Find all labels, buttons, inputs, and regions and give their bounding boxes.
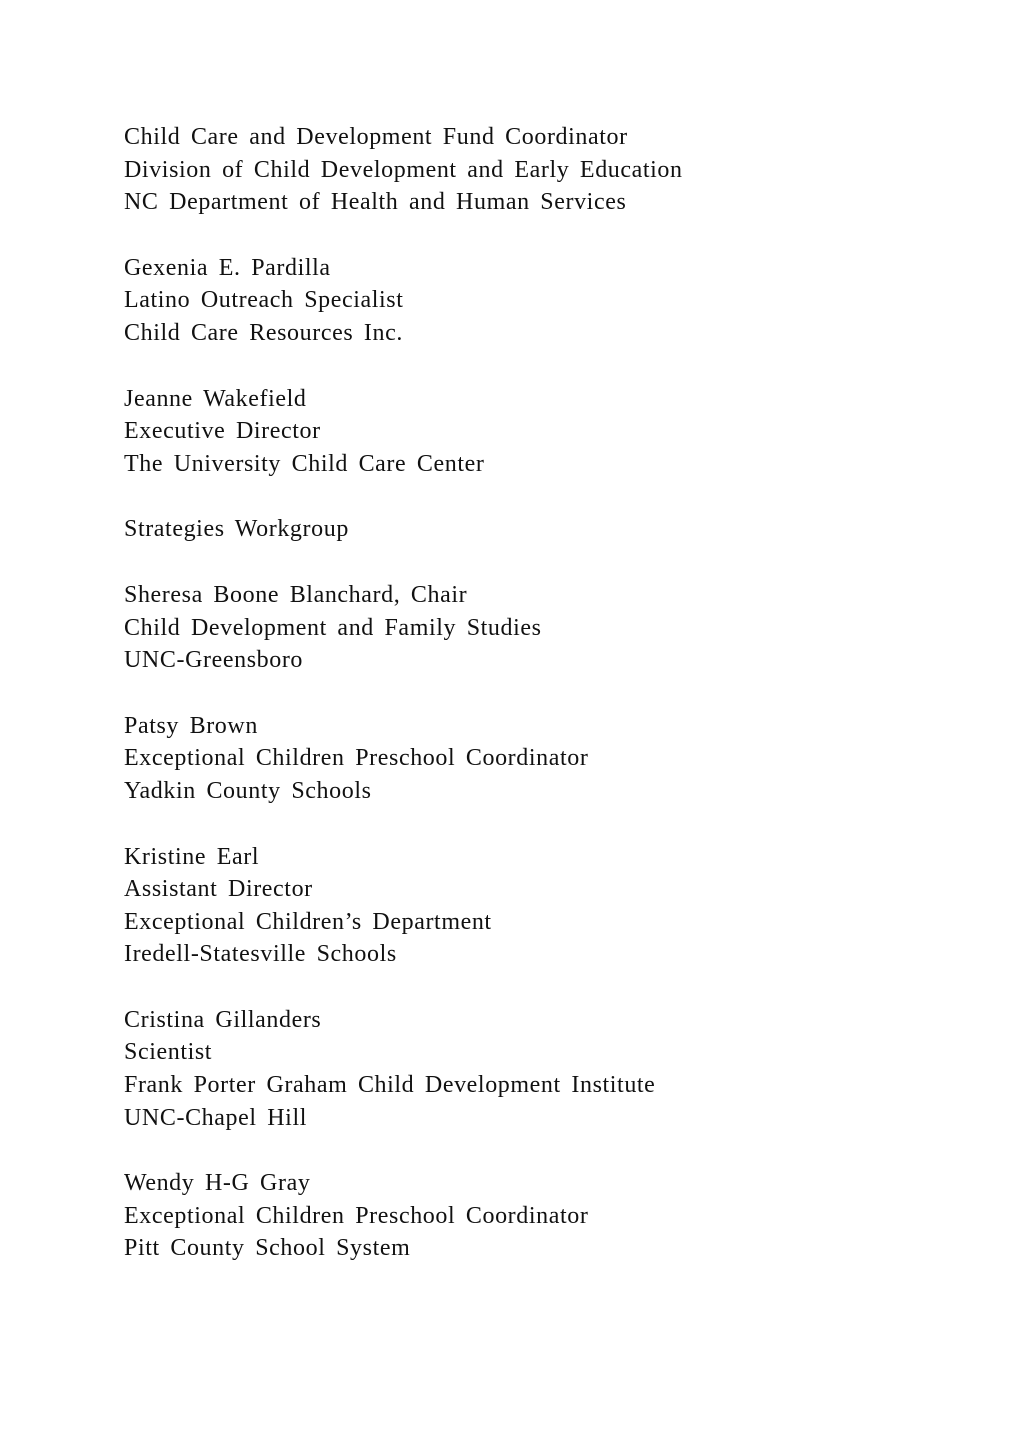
contact-block-brown bbox=[124, 710, 984, 808]
department-line: Child Development and Family Studies bbox=[124, 614, 542, 641]
person-name: Patsy Brown bbox=[124, 712, 258, 739]
organization-line: The University Child Care Center bbox=[124, 450, 485, 477]
institute-line: Frank Porter Graham Child Development Institute bbox=[124, 1072, 656, 1099]
contact-block-wakefield bbox=[124, 383, 984, 481]
person-name: Jeanne Wakefield bbox=[124, 385, 307, 412]
section-heading-block bbox=[124, 513, 984, 546]
department-line: Exceptional Children’s Department bbox=[124, 908, 492, 935]
division-line: Division of Child Development and Early Education bbox=[124, 156, 683, 183]
document-page bbox=[124, 121, 984, 1298]
organization-line: UNC-Greensboro bbox=[124, 647, 304, 674]
person-title: Exceptional Children Preschool Coordinator bbox=[124, 745, 589, 772]
person-name: Wendy H-G Gray bbox=[124, 1170, 311, 1197]
contact-block-gray bbox=[124, 1167, 984, 1265]
organization-line: Child Care Resources Inc. bbox=[124, 319, 403, 346]
department-line: NC Department of Health and Human Services bbox=[124, 189, 627, 216]
organization-line: Pitt County School System bbox=[124, 1235, 411, 1262]
person-title: Assistant Director bbox=[124, 876, 313, 903]
person-title: Executive Director bbox=[124, 418, 321, 445]
person-title: Latino Outreach Specialist bbox=[124, 287, 404, 314]
person-title: Exceptional Children Preschool Coordinator bbox=[124, 1202, 589, 1229]
contact-block-ccdf-coordinator bbox=[124, 121, 984, 219]
section-heading: Strategies Workgroup bbox=[124, 516, 349, 543]
person-name: Sheresa Boone Blanchard, Chair bbox=[124, 581, 468, 608]
person-name: Gexenia E. Pardilla bbox=[124, 254, 331, 281]
contact-block-gillanders bbox=[124, 1004, 984, 1134]
contact-block-earl bbox=[124, 841, 984, 971]
title-line: Child Care and Development Fund Coordinator bbox=[124, 124, 628, 150]
person-title: Scientist bbox=[124, 1039, 213, 1066]
contact-block-pardilla bbox=[124, 252, 984, 350]
organization-line: Iredell-Statesville Schools bbox=[124, 941, 397, 968]
person-name: Cristina Gillanders bbox=[124, 1006, 322, 1033]
contact-block-blanchard bbox=[124, 579, 984, 677]
organization-line: UNC-Chapel Hill bbox=[124, 1104, 307, 1131]
person-name: Kristine Earl bbox=[124, 843, 260, 870]
organization-line: Yadkin County Schools bbox=[124, 777, 372, 804]
